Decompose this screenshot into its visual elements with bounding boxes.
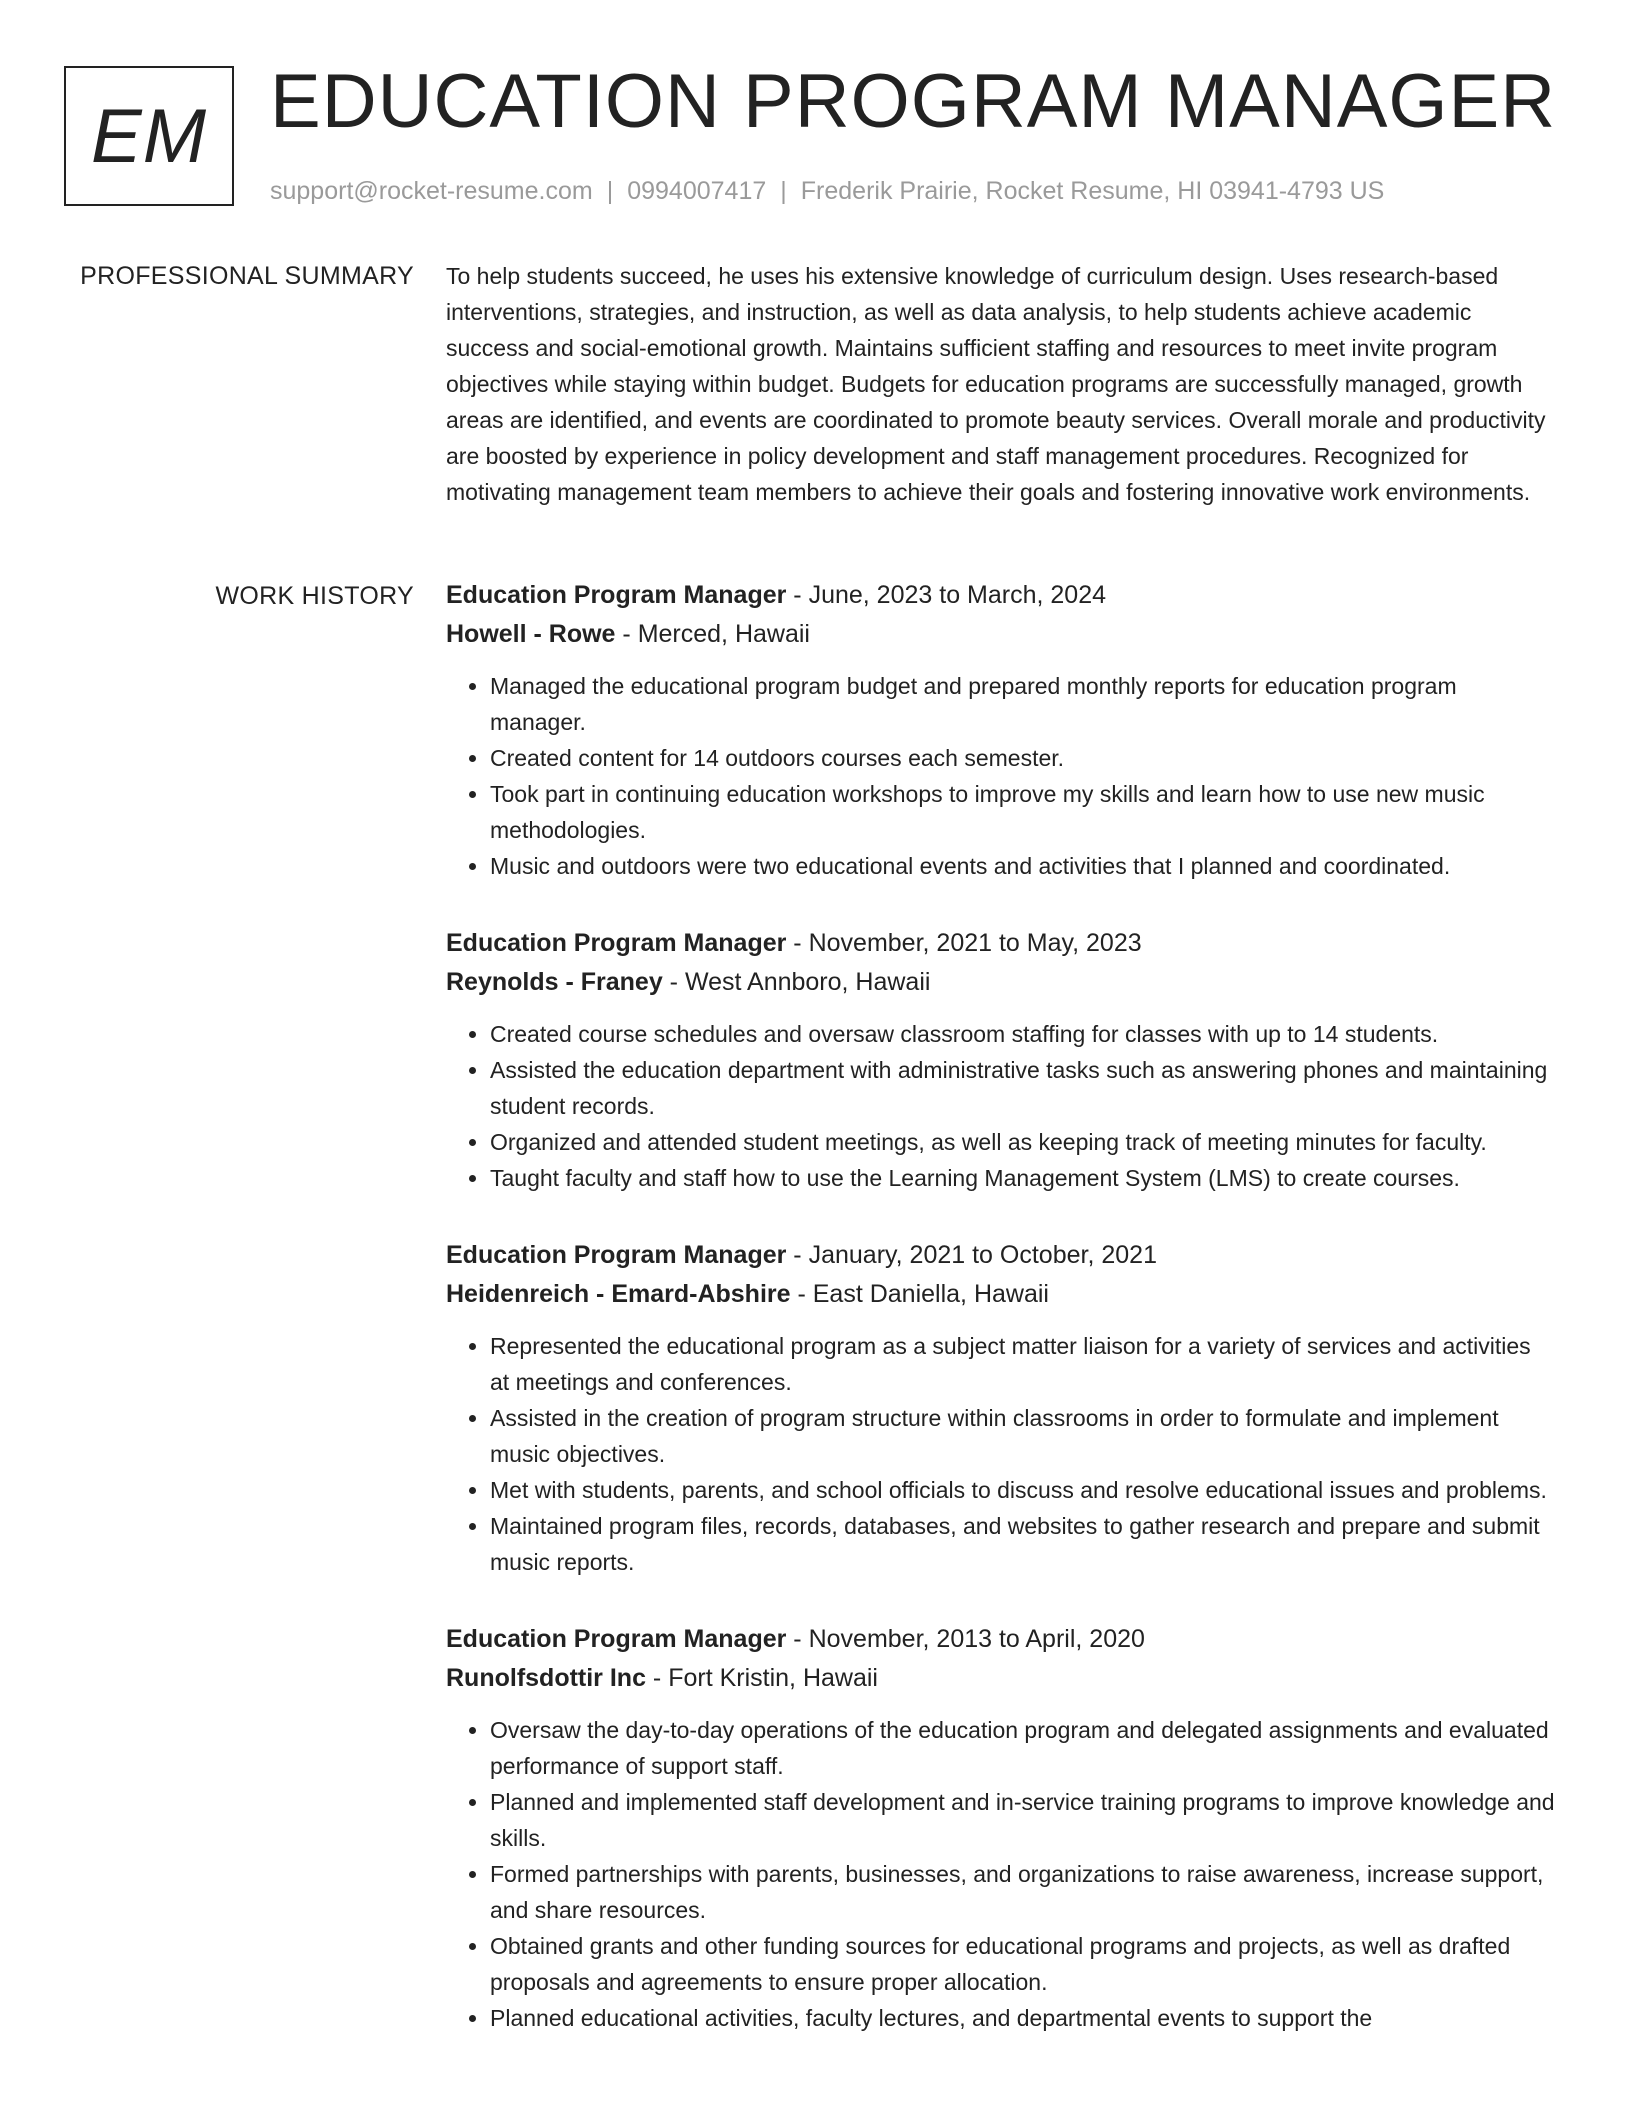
list-item: • Created course schedules and oversaw classroom staffing for classes with up to 14 students. — [490, 1016, 1556, 1052]
job-entry — [446, 924, 1556, 1196]
job-title-line: Education Program Manager - November, 2013 to April, 2020 — [446, 1625, 1145, 1653]
list-item: • Taught faculty and staff how to use the Learning Management System (LMS) to create courses. — [490, 1160, 1556, 1196]
list-item: • Met with students, parents, and school officials to discuss and resolve educational issues and problems. — [490, 1472, 1556, 1508]
contact-separator: | — [606, 177, 614, 205]
job-location: East Daniella, Hawaii — [812, 1280, 1049, 1308]
summary-label: PROFESSIONAL SUMMARY — [80, 262, 414, 290]
job-title: Education Program Manager — [446, 581, 787, 609]
contact-line — [270, 174, 1384, 208]
contact-phone: 0994007417 — [627, 177, 767, 205]
job-company-line: Runolfsdottir Inc - Fort Kristin, Hawaii — [446, 1664, 878, 1692]
contact-address: Frederik Prairie, Rocket Resume, HI 03941-4793 US — [800, 177, 1385, 205]
job-company-line: Reynolds - Franey - West Annboro, Hawaii — [446, 968, 931, 996]
job-dates: June, 2023 to March, 2024 — [808, 581, 1107, 609]
monogram-box — [64, 66, 234, 206]
work-history-body — [446, 576, 1556, 2076]
job-bullets — [446, 668, 1556, 884]
job-company-line: Heidenreich - Emard-Abshire - East Daniella, Hawaii — [446, 1280, 1049, 1308]
job-company: Heidenreich - Emard-Abshire — [446, 1280, 791, 1308]
work-history-label: WORK HISTORY — [215, 582, 414, 610]
job-title: Education Program Manager — [446, 1625, 787, 1653]
job-title: Education Program Manager — [446, 929, 787, 957]
list-item: • Formed partnerships with parents, businesses, and organizations to raise awareness, increase support, and share resources. — [490, 1856, 1556, 1928]
summary-text: To help students succeed, he uses his extensive knowledge of curriculum design. Uses research-based interventions, strategies, and instruction, as well as data analysis, to help students achieve academic success and social-emotional growth. Maintains sufficient staffing and resources to meet invite program objectives while staying within budget. Budgets for education programs are successfully managed, growth areas are identified, and events are coordinated to promote beauty services. Overall morale and productivity are boosted by experience in policy development and staff management procedures. Recognized for motivating management team members to achieve their goals and fostering innovative work environments. — [446, 263, 1546, 505]
job-title: Education Program Manager — [446, 1241, 787, 1269]
job-company-line: Howell - Rowe - Merced, Hawaii — [446, 620, 810, 648]
list-item: • Planned and implemented staff development and in-service training programs to improve knowledge and skills. — [490, 1784, 1556, 1856]
job-location: West Annboro, Hawaii — [684, 968, 931, 996]
job-location: Fort Kristin, Hawaii — [668, 1664, 878, 1692]
contact-email: support@rocket-resume.com — [270, 177, 593, 205]
list-item: • Organized and attended student meetings, as well as keeping track of meeting minutes for faculty. — [490, 1124, 1556, 1160]
job-bullets — [446, 1016, 1556, 1196]
job-title-line: Education Program Manager - November, 2021 to May, 2023 — [446, 929, 1142, 957]
list-item: • Assisted in the creation of program structure within classrooms in order to formulate and implement music objectives. — [490, 1400, 1556, 1472]
list-item: • Maintained program files, records, databases, and websites to gather research and prepare and submit music reports. — [490, 1508, 1556, 1580]
job-dates: November, 2021 to May, 2023 — [808, 929, 1142, 957]
job-bullets — [446, 1328, 1556, 1580]
job-title-line: Education Program Manager - January, 2021 to October, 2021 — [446, 1241, 1157, 1269]
summary-body — [446, 258, 1556, 510]
list-item: • Took part in continuing education workshops to improve my skills and learn how to use new music methodologies. — [490, 776, 1556, 848]
list-item: • Music and outdoors were two educational events and activities that I planned and coordinated. — [490, 848, 1556, 884]
job-entry — [446, 1236, 1556, 1580]
job-entry — [446, 576, 1556, 884]
job-company: Howell - Rowe — [446, 620, 616, 648]
job-company: Reynolds - Franey — [446, 968, 663, 996]
job-dates: January, 2021 to October, 2021 — [808, 1241, 1157, 1269]
list-item: • Oversaw the day-to-day operations of the education program and delegated assignments and evaluated performance of support staff. — [490, 1712, 1556, 1784]
monogram-initials: EM — [91, 93, 207, 179]
list-item: • Managed the educational program budget and prepared monthly reports for education program manager. — [490, 668, 1556, 740]
job-location: Merced, Hawaii — [637, 620, 810, 648]
list-item: • Represented the educational program as a subject matter liaison for a variety of services and activities at meetings and conferences. — [490, 1328, 1556, 1400]
job-bullets — [446, 1712, 1556, 2036]
list-item: • Planned educational activities, faculty lectures, and departmental events to support the — [490, 2000, 1556, 2036]
resume-title: EDUCATION PROGRAM MANAGER — [270, 59, 1557, 144]
job-title-line: Education Program Manager - June, 2023 to March, 2024 — [446, 581, 1107, 609]
list-item: • Created content for 14 outdoors courses each semester. — [490, 740, 1556, 776]
contact-separator: | — [780, 177, 787, 205]
list-item: • Assisted the education department with administrative tasks such as answering phones and maintaining student records. — [490, 1052, 1556, 1124]
list-item: • Obtained grants and other funding sources for educational programs and projects, as well as drafted proposals and agreements to ensure proper allocation. — [490, 1928, 1556, 2000]
job-company: Runolfsdottir Inc — [446, 1664, 646, 1692]
job-entry — [446, 1620, 1556, 2036]
job-dates: November, 2013 to April, 2020 — [808, 1625, 1145, 1653]
